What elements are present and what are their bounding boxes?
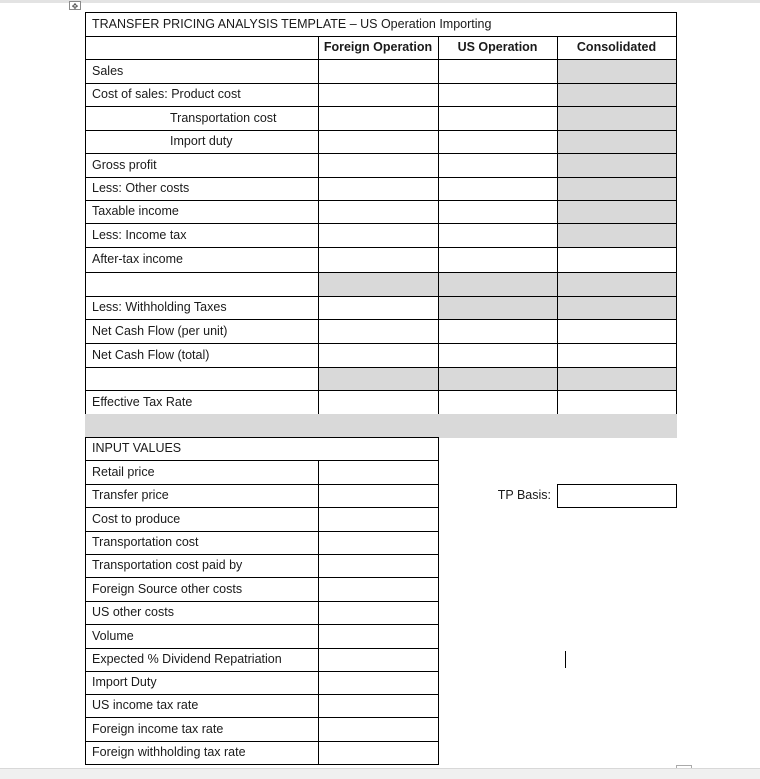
- tp-basis-value-cell[interactable]: [557, 484, 677, 508]
- blank-row-1-consolidated[interactable]: [557, 272, 677, 297]
- top-border: [0, 0, 760, 3]
- blank-row-2-us[interactable]: [438, 367, 558, 391]
- transportation-paid-by-label-cell-label: Transportation cost paid by: [92, 558, 243, 572]
- sales-consolidated[interactable]: [557, 59, 677, 84]
- effective-tax-rate-consolidated[interactable]: [557, 390, 677, 415]
- us-income-tax-rate-value-cell[interactable]: [318, 694, 439, 718]
- retail-price-value-cell[interactable]: [318, 460, 439, 485]
- withholding-taxes-us[interactable]: [438, 296, 558, 320]
- cost-to-produce-value-cell[interactable]: [318, 507, 439, 532]
- input-import-duty-label-cell-label: Import Duty: [92, 675, 157, 689]
- input-values-header-label: INPUT VALUES: [92, 441, 182, 455]
- cost-of-sales-label-label: Cost of sales: Product cost: [92, 87, 241, 101]
- gross-profit-label-label: Gross profit: [92, 158, 157, 172]
- withholding-taxes-consolidated[interactable]: [557, 296, 677, 320]
- import-duty-consolidated[interactable]: [557, 130, 677, 154]
- tp-basis-label: TP Basis:: [497, 488, 551, 502]
- dividend-repatriation-value-cell[interactable]: [318, 648, 439, 672]
- blank-row-1-foreign[interactable]: [318, 272, 439, 297]
- effective-tax-rate-label-label: Effective Tax Rate: [92, 395, 193, 409]
- other-costs-foreign[interactable]: [318, 177, 439, 201]
- move-icon[interactable]: ✥: [69, 1, 81, 10]
- cost-of-sales-foreign[interactable]: [318, 83, 439, 107]
- income-tax-foreign[interactable]: [318, 223, 439, 248]
- taxable-income-label-label: Taxable income: [92, 204, 179, 218]
- net-cash-flow-total-foreign[interactable]: [318, 343, 439, 368]
- volume-value-cell[interactable]: [318, 624, 439, 649]
- retail-price-label-cell-label: Retail price: [92, 465, 155, 479]
- after-tax-income-foreign[interactable]: [318, 247, 439, 273]
- income-tax-label-label: Less: Income tax: [92, 228, 187, 242]
- foreign-other-costs-value-cell[interactable]: [318, 577, 439, 602]
- gross-profit-us[interactable]: [438, 153, 558, 178]
- foreign-income-tax-rate-value-cell[interactable]: [318, 717, 439, 742]
- import-duty-label-label: Import duty: [170, 134, 233, 148]
- us-income-tax-rate-label-cell-label: US income tax rate: [92, 698, 199, 712]
- transfer-price-label-cell-label: Transfer price: [92, 488, 169, 502]
- net-cash-flow-total-us[interactable]: [438, 343, 558, 368]
- other-costs-consolidated[interactable]: [557, 177, 677, 201]
- taxable-income-consolidated[interactable]: [557, 200, 677, 224]
- withholding-taxes-label-label: Less: Withholding Taxes: [92, 300, 227, 314]
- us-other-costs-value-cell[interactable]: [318, 601, 439, 625]
- import-duty-us[interactable]: [438, 130, 558, 154]
- net-cash-flow-total-consolidated[interactable]: [557, 343, 677, 368]
- status-bar: [0, 768, 760, 779]
- table-title-cell-label: TRANSFER PRICING ANALYSIS TEMPLATE – US Operation Importing: [92, 17, 492, 31]
- gross-profit-consolidated[interactable]: [557, 153, 677, 178]
- gross-profit-foreign[interactable]: [318, 153, 439, 178]
- transfer-price-value-cell[interactable]: [318, 484, 439, 508]
- transportation-cost-label-label: Transportation cost: [170, 111, 277, 125]
- volume-label-cell-label: Volume: [92, 629, 134, 643]
- us-other-costs-label-cell-label: US other costs: [92, 605, 174, 619]
- transportation-cost-us[interactable]: [438, 106, 558, 131]
- foreign-income-tax-rate-label-cell-label: Foreign income tax rate: [92, 722, 224, 736]
- taxable-income-us[interactable]: [438, 200, 558, 224]
- sales-foreign[interactable]: [318, 59, 439, 84]
- after-tax-income-consolidated[interactable]: [557, 247, 677, 273]
- blank-row-1-us[interactable]: [438, 272, 558, 297]
- header-us-operation-label: US Operation: [457, 40, 538, 54]
- foreign-withholding-tax-rate-value-cell[interactable]: [318, 741, 439, 765]
- foreign-withholding-tax-rate-label-cell-label: Foreign withholding tax rate: [92, 745, 246, 759]
- blank-row-2-foreign[interactable]: [318, 367, 439, 391]
- net-cash-flow-unit-foreign[interactable]: [318, 319, 439, 344]
- separator-band[interactable]: [85, 414, 677, 438]
- net-cash-flow-unit-consolidated[interactable]: [557, 319, 677, 344]
- input-transportation-cost-label-cell-label: Transportation cost: [92, 535, 199, 549]
- blank-row-2-consolidated[interactable]: [557, 367, 677, 391]
- withholding-taxes-foreign[interactable]: [318, 296, 439, 320]
- text-cursor: [565, 651, 566, 668]
- import-duty-foreign[interactable]: [318, 130, 439, 154]
- net-cash-flow-total-label-label: Net Cash Flow (total): [92, 348, 210, 362]
- income-tax-consolidated[interactable]: [557, 223, 677, 248]
- transportation-cost-foreign[interactable]: [318, 106, 439, 131]
- net-cash-flow-unit-us[interactable]: [438, 319, 558, 344]
- blank-row-1-label[interactable]: [85, 272, 319, 297]
- taxable-income-foreign[interactable]: [318, 200, 439, 224]
- after-tax-income-label-label: After-tax income: [92, 252, 184, 266]
- header-blank-cell[interactable]: [85, 36, 319, 60]
- net-cash-flow-unit-label-label: Net Cash Flow (per unit): [92, 324, 228, 338]
- input-transportation-cost-value-cell[interactable]: [318, 531, 439, 555]
- blank-row-2-label[interactable]: [85, 367, 319, 391]
- cost-of-sales-us[interactable]: [438, 83, 558, 107]
- cost-of-sales-consolidated[interactable]: [557, 83, 677, 107]
- effective-tax-rate-foreign[interactable]: [318, 390, 439, 415]
- sales-us[interactable]: [438, 59, 558, 84]
- header-foreign-operation-label: Foreign Operation: [323, 40, 433, 54]
- after-tax-income-us[interactable]: [438, 247, 558, 273]
- transportation-cost-consolidated[interactable]: [557, 106, 677, 131]
- foreign-other-costs-label-cell-label: Foreign Source other costs: [92, 582, 243, 596]
- income-tax-us[interactable]: [438, 223, 558, 248]
- dividend-repatriation-label-cell-label: Expected % Dividend Repatriation: [92, 652, 282, 666]
- other-costs-us[interactable]: [438, 177, 558, 201]
- input-import-duty-value-cell[interactable]: [318, 671, 439, 695]
- sales-label-label: Sales: [92, 64, 124, 78]
- transportation-paid-by-value-cell[interactable]: [318, 554, 439, 578]
- other-costs-label-label: Less: Other costs: [92, 181, 190, 195]
- effective-tax-rate-us[interactable]: [438, 390, 558, 415]
- header-consolidated-label: Consolidated: [576, 40, 657, 54]
- cost-to-produce-label-cell-label: Cost to produce: [92, 512, 181, 526]
